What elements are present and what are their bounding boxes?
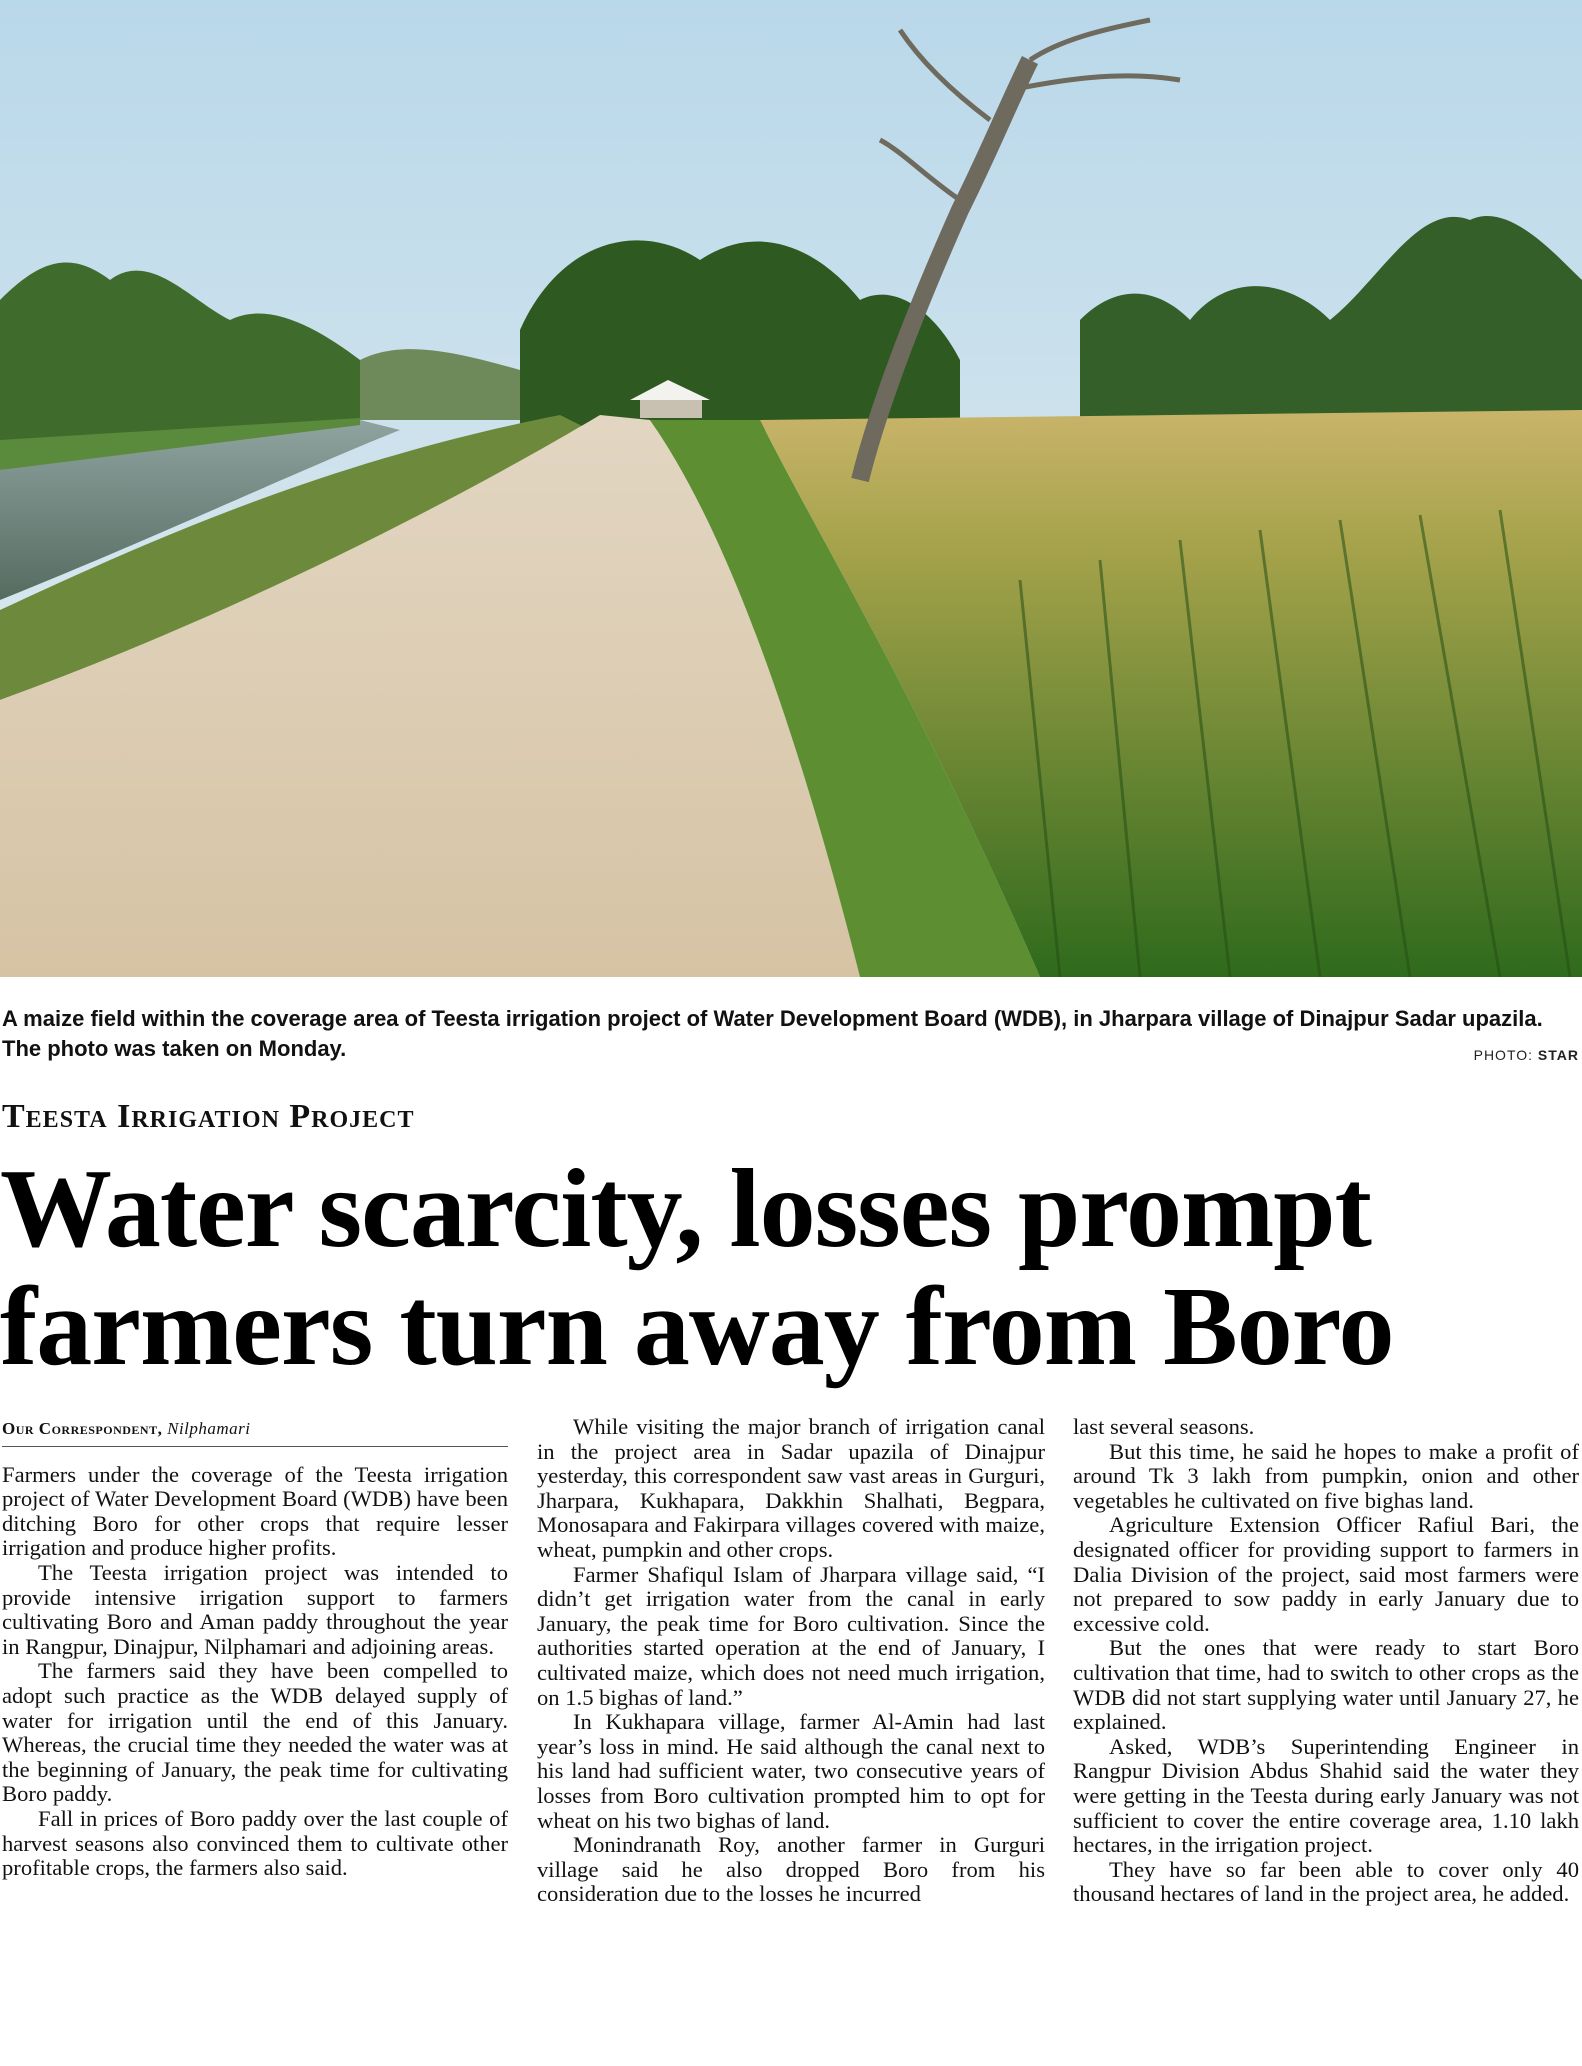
section-kicker: Teesta Irrigation Project (2, 1098, 415, 1135)
paragraph: The farmers said they have been compelled to adopt such practice as the WDB delayed supply of water for irrigation until the end of this January. Whereas, the crucial time they needed the water was at the beginning of January, the peak time for cultivating Boro paddy. (2, 1658, 508, 1807)
photo-credit-source: STAR (1537, 1047, 1579, 1063)
article-column-1 (2, 1415, 508, 1881)
paragraph: But the ones that were ready to start Boro cultivation that time, had to switch to other crops as the WDB did not start supplying water until January 27, he explained. (1073, 1635, 1579, 1735)
headline: Water scarcity, losses prompt farmers turn away from Boro (0, 1147, 1394, 1389)
byline (2, 1417, 508, 1447)
photo-illustration (0, 0, 1582, 977)
photo-caption: A maize field within the coverage area of Teesta irrigation project of Water Development Board (WDB), in Jharpara village of Dinajpur Sadar upazila. The photo was taken on Monday. (2, 1006, 1543, 1061)
paragraph: Agriculture Extension Officer Rafiul Bari, the designated officer for providing support to farmers in Dalia Division of the project, said most farmers were not prepared to sow paddy in early January due to excessive cold. (1073, 1512, 1579, 1636)
photo-credit (1474, 1047, 1579, 1063)
paragraph: The Teesta irrigation project was intended to provide intensive irrigation support to farmers cultivating Boro and Aman paddy throughout the year in Rangpur, Dinajpur, Nilphamari and adjoining areas. (2, 1559, 508, 1659)
byline-place: Nilphamari (167, 1419, 251, 1438)
paragraph: While visiting the major branch of irrigation canal in the project area in Sadar upazila of Dinajpur yesterday, this correspondent saw vast areas in Gurguri, Jharpara, Kukhapara, Dakkhin Shalhati, Begpara, Monosapara and Fakirpara villages covered with maize, wheat, pumpkin and other crops. (537, 1414, 1045, 1562)
paragraph: They have so far been able to cover only 40 thousand hectares of land in the project area, he added. (1073, 1856, 1579, 1907)
paragraph: Asked, WDB’s Superintending Engineer in Rangpur Division Abdus Shahid said the water they were getting in the Teesta during early January was not sufficient to cover the entire coverage area, 1.10 lakh hectares, in the irrigation project. (1073, 1733, 1579, 1858)
paragraph: last several seasons. (1073, 1414, 1255, 1439)
paragraph: In Kukhapara village, farmer Al-Amin had last year’s loss in mind. He said although the canal next to his land had sufficient water, two consecutive years of losses from Boro cultivation prompted him to opt for wheat on his two bighas of land. (537, 1709, 1045, 1833)
article-column-3 (1073, 1415, 1579, 1907)
paragraph: Monindranath Roy, another farmer in Gurguri village said he also dropped Boro from his consideration due to the losses he incurred (537, 1832, 1045, 1907)
photo-credit-prefix: PHOTO: (1473, 1047, 1538, 1063)
byline-author: Our Correspondent, (2, 1419, 163, 1438)
paragraph: Farmer Shafiqul Islam of Jharpara village said, “I didn’t get irrigation water from the canal in early January, the peak time for Boro cultivation. Since the authorities started operation at the end of January, I cultivated maize, which does not need much irrigation, on 1.5 bighas of land.” (537, 1561, 1045, 1710)
maize-field-photo (0, 0, 1582, 977)
article-column-2 (537, 1415, 1045, 1907)
paragraph: But this time, he said he hopes to make a profit of around Tk 3 lakh from pumpkin, onion and other vegetables he cultivated on five bighas land. (1073, 1438, 1579, 1513)
paragraph: Farmers under the coverage of the Teesta irrigation project of Water Development Board (WDB) have been ditching Boro for other crops that require lesser irrigation and produce higher profits. (2, 1461, 508, 1561)
paragraph: Fall in prices of Boro paddy over the last couple of harvest seasons also convinced them to cultivate other profitable crops, the farmers also said. (2, 1805, 508, 1881)
